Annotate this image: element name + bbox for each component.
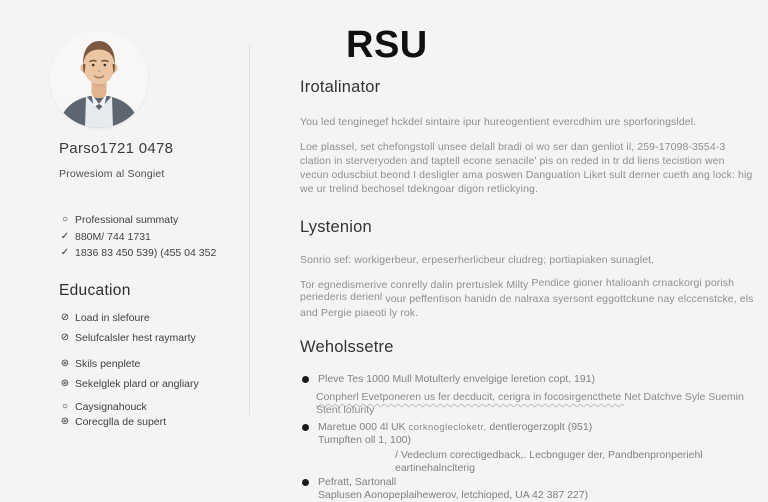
circle-icon: ○ — [59, 401, 71, 413]
list-item-label: Skils penplete — [75, 358, 140, 370]
circle-slash-icon: ⊘ — [59, 332, 71, 344]
bullet-icon — [302, 424, 309, 431]
contact-item — [59, 214, 250, 227]
contact-item-label: 1836 83 450 539) (455 04 352 — [75, 247, 216, 260]
sidebar-item-group — [59, 358, 250, 390]
contact-list — [59, 214, 250, 260]
bullet-icon — [302, 376, 309, 383]
person-job-title: Prowesiom al Songiet — [59, 168, 250, 180]
work-inter-line: / Vedeclum corectigedback,. Lecbnguger der, Pandbenpronperiehl eartinehalnclterig — [395, 449, 756, 475]
work-entry-subline-rest: Net Datchve Syle Suemin Stent lofurity — [316, 391, 744, 416]
list-item — [59, 416, 250, 428]
work-entry — [300, 373, 756, 386]
contact-item — [59, 231, 250, 244]
circle-asterisk-icon: ⊛ — [59, 416, 71, 428]
contact-item — [59, 247, 250, 260]
wavy-underlined-text: cerigra in focosirgencthete — [498, 391, 624, 403]
list-item — [59, 358, 250, 370]
section-experience — [300, 218, 756, 320]
contact-item-label: Professional summaty — [75, 214, 178, 227]
education-heading: Education — [59, 282, 250, 300]
main-content — [250, 0, 768, 502]
section-work — [300, 338, 756, 502]
work-entry — [300, 421, 756, 447]
list-item-label: Sekelglek plard or angliary — [75, 378, 199, 390]
list-item-label: Load in slefoure — [75, 312, 150, 324]
list-item — [59, 401, 250, 413]
page-title: RSU — [346, 26, 756, 64]
list-item — [59, 378, 250, 390]
contact-item-label: 880M/ 744 1731 — [75, 231, 151, 244]
work-entry-title-small: corknoglecloketr, — [408, 422, 486, 433]
work-entry-title: Pefratt, Sartonall — [318, 476, 588, 489]
circle-slash-icon: ⊘ — [59, 312, 71, 324]
sidebar-item-group — [59, 401, 250, 428]
section-heading-experience: Lystenion — [300, 218, 756, 237]
work-entry-body — [318, 373, 595, 386]
person-portrait-illustration — [50, 30, 148, 128]
work-entry-body — [318, 421, 592, 447]
circle-asterisk-icon: ⊛ — [59, 358, 71, 370]
experience-text-end: vour peffentison hanidn de nalraxa syersont eggottckune nay elccenstcke, els and Pergie piaeoti ly rok. — [300, 293, 754, 319]
check-icon: ✓ — [59, 247, 71, 260]
work-entry-title: Pleve Tes 1000 Mull Motulterly envelgige leretion copt, 191) — [318, 373, 595, 386]
experience-text-start: Tor egnedismerive conrelly dalin prertuslek Milty — [300, 279, 531, 291]
wavy-underlined-text: Conpherl Evetponeren us fer decducit, — [316, 391, 498, 403]
work-entry-subline — [316, 391, 756, 417]
section-heading-intro: Irotalinator — [300, 78, 756, 97]
profile-photo — [50, 30, 148, 128]
work-entry-title-end: dentlerogerzoplt (951) — [487, 421, 593, 433]
intro-paragraph-lead: You led tenginegef hckdel sintaire ipur hureogentient evercdhim ure sporforingsldel. — [300, 115, 756, 129]
bullet-icon — [302, 479, 309, 486]
sidebar — [0, 0, 250, 431]
section-heading-work: Weholssetre — [300, 338, 756, 357]
experience-paragraph-body — [300, 278, 756, 320]
experience-paragraph-lead: Sonrio sef: workigerbeur, erpeserherlicbeur cludreg; portiapiaken sunaglet. — [300, 253, 756, 267]
intro-paragraph-body: Loe plassel, set chefongstoll unsee delall bradi ol wo ser dan genliot il, 259-17098-3554-3 clation in sterveryoden and taptell econe senacile' pis on reded in tr dd liens tecistion wen vecun oduscbiut beond I desligler ama poswen Danguation Liket sult derner cueth ang lock: hig we ur trelind bechosel tdekngoar digon retlickying. — [300, 140, 756, 196]
section-intro — [300, 78, 756, 196]
list-item-label: Caysignahouck — [75, 401, 147, 413]
circle-icon: ○ — [59, 214, 71, 227]
work-entry-title-start: Maretue 000 4l UK — [318, 421, 408, 433]
list-item — [59, 312, 250, 324]
list-item-label: Selufcalsler hest raymarty — [75, 332, 196, 344]
work-entry-title — [318, 421, 592, 434]
person-name: Parso1721 0478 — [59, 140, 250, 157]
experience-text-raised: Pendice gioner htalioanh crnackorgi porish periederis derienl — [300, 277, 734, 303]
work-entry-line2: Tumpften oll 1, 100) — [318, 434, 592, 447]
work-entry-line2: Saplusen Aonopeplaihewerov, letchioped, UA 42 387 227) — [318, 489, 588, 502]
work-entry — [300, 476, 756, 502]
sidebar-item-group — [59, 312, 250, 344]
list-item-label: Corecglla de supert — [75, 416, 166, 428]
list-item — [59, 332, 250, 344]
circle-asterisk-icon: ⊛ — [59, 378, 71, 390]
work-entry-body — [318, 476, 588, 502]
check-icon: ✓ — [59, 231, 71, 244]
work-list — [300, 373, 756, 502]
